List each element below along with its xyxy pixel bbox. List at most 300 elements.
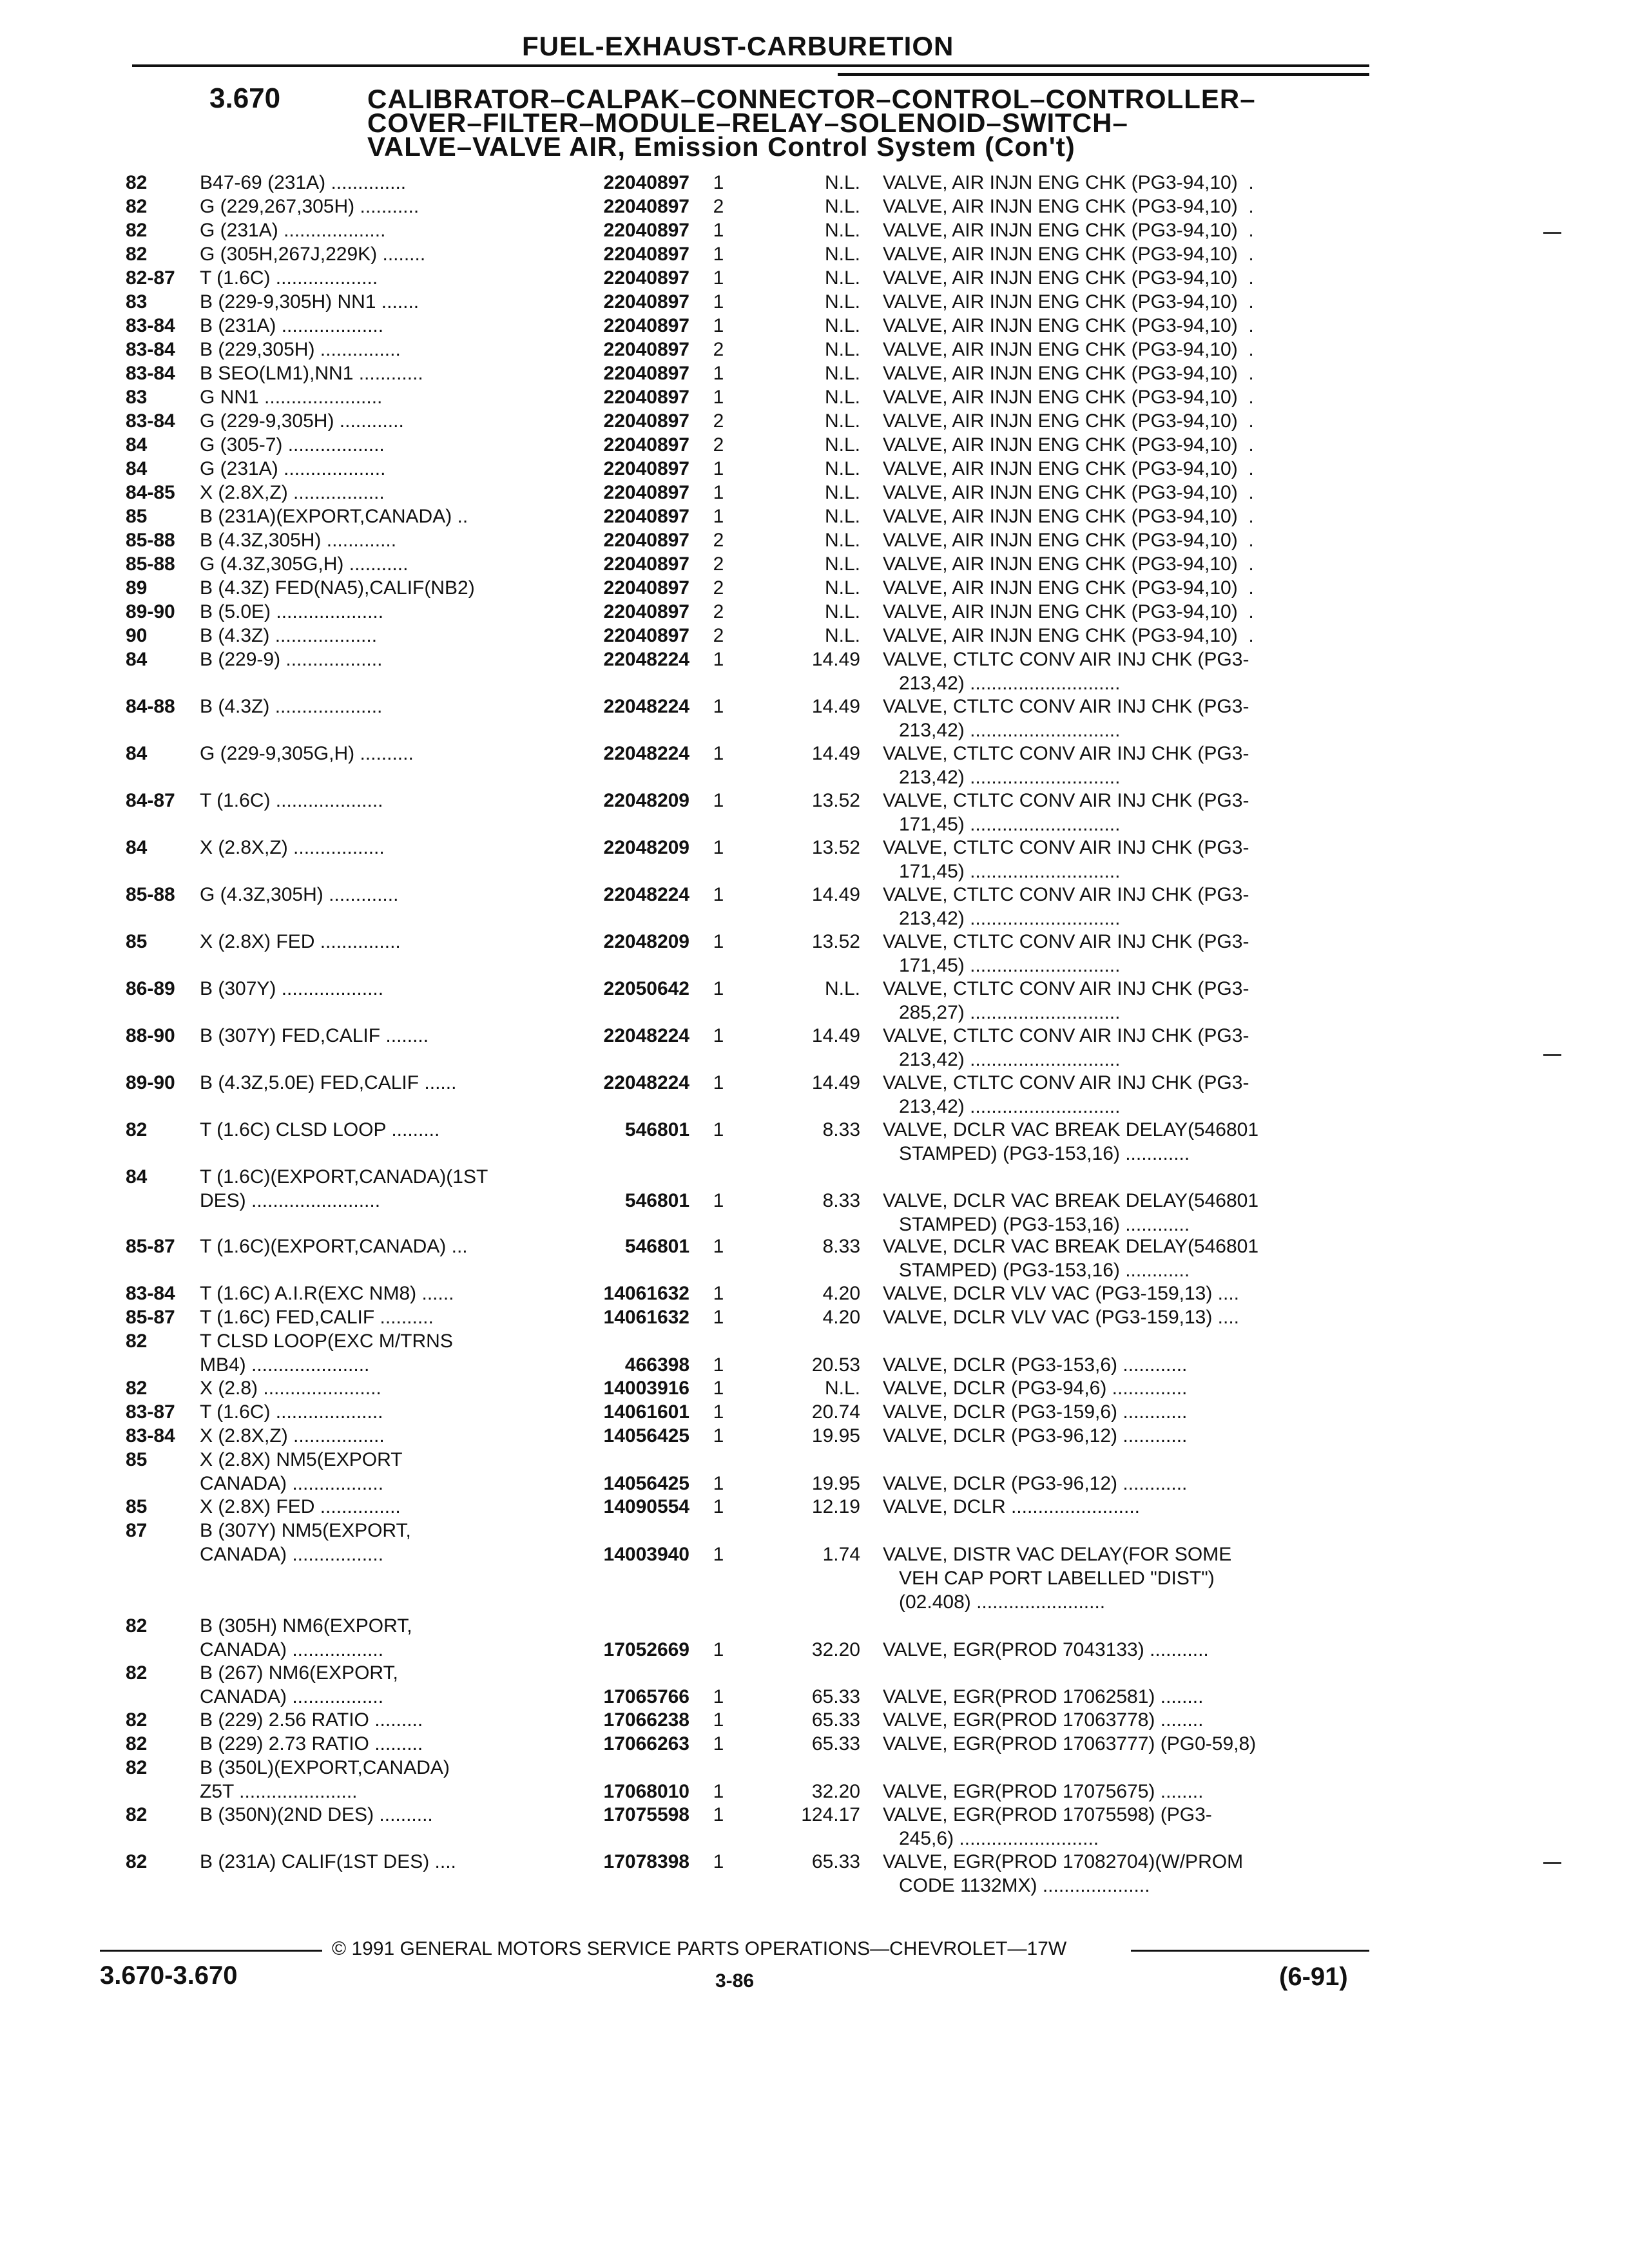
table-row: [0, 1448, 1629, 1495]
quantity: 2: [713, 553, 724, 575]
price: 14.49: [811, 1072, 860, 1093]
model-year: 82: [126, 196, 148, 217]
model-year: 83-84: [126, 363, 175, 384]
quantity: 1: [713, 884, 724, 905]
model-year: 83-84: [126, 410, 175, 432]
price: 14.49: [811, 1025, 860, 1046]
part-number: 17068010: [603, 1781, 689, 1802]
part-number: 14061632: [603, 1283, 689, 1304]
quantity: 1: [713, 1378, 724, 1399]
price: 8.33: [822, 1119, 860, 1140]
application-text: CANADA) .................: [200, 1473, 384, 1494]
price: 13.52: [811, 837, 860, 858]
part-number: 22040897: [603, 220, 689, 241]
application-text: T (1.6C) ....................: [200, 1401, 383, 1423]
price: N.L.: [824, 387, 860, 408]
part-description: VALVE, EGR(PROD 7043133) ...........: [883, 1639, 1209, 1660]
table-row: [0, 1495, 1629, 1519]
quantity: 1: [713, 1190, 724, 1211]
price: N.L.: [824, 482, 860, 503]
part-description: CODE 1132MX) ....................: [899, 1875, 1150, 1896]
price: 13.52: [811, 790, 860, 811]
part-description: VALVE, AIR INJN ENG CHK (PG3-94,10) .: [883, 506, 1254, 527]
quantity: 1: [713, 220, 724, 241]
footer-date-code: (6-91): [1279, 1963, 1348, 1991]
application-text: B (229-9) ..................: [200, 649, 383, 670]
table-row: [0, 1400, 1629, 1424]
application-text: G (4.3Z,305G,H) ...........: [200, 553, 409, 575]
model-year: 84: [126, 434, 148, 456]
part-description: VALVE, AIR INJN ENG CHK (PG3-94,10) .: [883, 553, 1254, 575]
part-number: 22048224: [603, 1072, 689, 1093]
price: 20.74: [811, 1401, 860, 1423]
quantity: 1: [713, 1401, 724, 1423]
model-year: 85-87: [126, 1236, 175, 1257]
price: 4.20: [822, 1307, 860, 1328]
footer-page-number: 3-86: [715, 1970, 755, 1992]
application-text: B (229) 2.56 RATIO .........: [200, 1709, 423, 1731]
price: N.L.: [824, 315, 860, 336]
model-year: 82: [126, 220, 148, 241]
application-text: B SEO(LM1),NN1 ............: [200, 363, 423, 384]
part-description: VALVE, DISTR VAC DELAY(FOR SOME: [883, 1544, 1232, 1565]
price: N.L.: [824, 220, 860, 241]
table-row: [0, 1803, 1629, 1850]
table-row: [0, 361, 1629, 385]
quantity: 1: [713, 482, 724, 503]
price: 1.74: [822, 1544, 860, 1565]
table-row: [0, 266, 1629, 290]
price: N.L.: [824, 577, 860, 599]
table-row: [0, 385, 1629, 409]
quantity: 1: [713, 291, 724, 312]
application-text: G (305H,267J,229K) ........: [200, 244, 426, 265]
part-description: VALVE, AIR INJN ENG CHK (PG3-94,10) .: [883, 601, 1254, 622]
application-text: G (231A) ...................: [200, 220, 386, 241]
quantity: 1: [713, 1733, 724, 1754]
application-text: X (2.8) ......................: [200, 1378, 381, 1399]
part-number: 22040897: [603, 172, 689, 193]
model-year: 82: [126, 1757, 148, 1778]
model-year: 85: [126, 1496, 148, 1517]
part-description: VALVE, AIR INJN ENG CHK (PG3-94,10) .: [883, 172, 1254, 193]
part-description: VALVE, AIR INJN ENG CHK (PG3-94,10) .: [883, 267, 1254, 289]
model-year: 85: [126, 506, 148, 527]
quantity: 1: [713, 267, 724, 289]
table-row: [0, 552, 1629, 576]
margin-mark: [1543, 1054, 1561, 1056]
application-text: B (4.3Z,5.0E) FED,CALIF ......: [200, 1072, 457, 1093]
quantity: 1: [713, 1851, 724, 1872]
application-text: G (231A) ...................: [200, 458, 386, 479]
footer-rule-left: [100, 1950, 322, 1952]
header-rule-thick: [838, 73, 1369, 76]
model-year: 84-85: [126, 482, 175, 503]
model-year: 84: [126, 743, 148, 764]
table-row: [0, 1756, 1629, 1803]
part-number: 22048224: [603, 743, 689, 764]
part-number: 466398: [624, 1354, 689, 1376]
quantity: 2: [713, 530, 724, 551]
application-text: B (267) NM6(EXPORT,: [200, 1662, 398, 1684]
part-description: VALVE, AIR INJN ENG CHK (PG3-94,10) .: [883, 339, 1254, 360]
quantity: 1: [713, 1709, 724, 1731]
part-description: VALVE, CTLTC CONV AIR INJ CHK (PG3-: [883, 837, 1249, 858]
price: 14.49: [811, 649, 860, 670]
part-number: 546801: [624, 1119, 689, 1140]
price: N.L.: [824, 601, 860, 622]
price: 124.17: [801, 1804, 860, 1825]
part-description: 171,45) ............................: [899, 861, 1121, 882]
part-description: VALVE, DCLR (PG3-96,12) ............: [883, 1425, 1188, 1446]
application-text: B47-69 (231A) ..............: [200, 172, 407, 193]
part-description: VALVE, AIR INJN ENG CHK (PG3-94,10) .: [883, 410, 1254, 432]
part-description: (02.408) ........................: [899, 1591, 1106, 1613]
running-header: FUEL-EXHAUST-CARBURETION: [522, 31, 954, 61]
part-description: VALVE, CTLTC CONV AIR INJ CHK (PG3-: [883, 1025, 1249, 1046]
table-row: [0, 1424, 1629, 1448]
footer-section-range: 3.670-3.670: [100, 1961, 238, 1990]
part-number: 22040897: [603, 315, 689, 336]
quantity: 1: [713, 1781, 724, 1802]
application-text: B (231A) ...................: [200, 315, 384, 336]
part-description: VALVE, DCLR (PG3-94,6) ..............: [883, 1378, 1188, 1399]
part-number: 22040897: [603, 482, 689, 503]
table-row: [0, 600, 1629, 624]
application-text: DES) ........................: [200, 1190, 381, 1211]
part-number: 14003940: [603, 1544, 689, 1565]
application-text: B (305H) NM6(EXPORT,: [200, 1615, 412, 1637]
quantity: 1: [713, 506, 724, 527]
table-row: [0, 789, 1629, 836]
part-description: VALVE, AIR INJN ENG CHK (PG3-94,10) .: [883, 458, 1254, 479]
table-row: [0, 576, 1629, 600]
price: 20.53: [811, 1354, 860, 1376]
quantity: 2: [713, 410, 724, 432]
part-number: 14090554: [603, 1496, 689, 1517]
application-text: CANADA) .................: [200, 1544, 384, 1565]
model-year: 84-88: [126, 696, 175, 717]
model-year: 89: [126, 577, 148, 599]
table-row: [0, 505, 1629, 528]
quantity: 1: [713, 244, 724, 265]
table-row: [0, 1614, 1629, 1662]
section-title: [367, 84, 1256, 162]
part-description: VALVE, CTLTC CONV AIR INJ CHK (PG3-: [883, 884, 1249, 905]
table-row: [0, 883, 1629, 930]
model-year: 85: [126, 1449, 148, 1470]
part-number: 22040897: [603, 244, 689, 265]
part-number: 22040897: [603, 339, 689, 360]
application-text: X (2.8X) FED ...............: [200, 931, 401, 952]
model-year: 83: [126, 387, 148, 408]
quantity: 1: [713, 315, 724, 336]
quantity: 1: [713, 1804, 724, 1825]
part-number: 17052669: [603, 1639, 689, 1660]
application-text: B (4.3Z,305H) .............: [200, 530, 397, 551]
price: N.L.: [824, 339, 860, 360]
part-description: 213,42) ............................: [899, 720, 1121, 741]
table-row: [0, 836, 1629, 883]
table-row: [0, 624, 1629, 648]
part-description: VALVE, AIR INJN ENG CHK (PG3-94,10) .: [883, 244, 1254, 265]
model-year: 82: [126, 1733, 148, 1754]
application-text: T (1.6C) ...................: [200, 267, 378, 289]
model-year: 85-88: [126, 530, 175, 551]
table-row: [0, 338, 1629, 361]
quantity: 1: [713, 1236, 724, 1257]
model-year: 85-87: [126, 1307, 175, 1328]
part-description: STAMPED) (PG3-153,16) ............: [899, 1214, 1190, 1235]
model-year: 89-90: [126, 601, 175, 622]
price: N.L.: [824, 291, 860, 312]
part-description: VALVE, AIR INJN ENG CHK (PG3-94,10) .: [883, 387, 1254, 408]
part-description: VALVE, DCLR (PG3-159,6) ............: [883, 1401, 1188, 1423]
quantity: 1: [713, 1473, 724, 1494]
model-year: 89-90: [126, 1072, 175, 1093]
model-year: 83: [126, 291, 148, 312]
table-row: [0, 481, 1629, 505]
price: N.L.: [824, 506, 860, 527]
application-text: T (1.6C) A.I.R(EXC NM8) ......: [200, 1283, 454, 1304]
application-text: T (1.6C) FED,CALIF ..........: [200, 1307, 434, 1328]
application-text: G (229-9,305G,H) ..........: [200, 743, 414, 764]
part-number: 14003916: [603, 1378, 689, 1399]
part-number: 546801: [624, 1190, 689, 1211]
application-text: X (2.8X,Z) .................: [200, 482, 385, 503]
part-number: 22040897: [603, 577, 689, 599]
part-description: VALVE, AIR INJN ENG CHK (PG3-94,10) .: [883, 220, 1254, 241]
quantity: 1: [713, 1354, 724, 1376]
model-year: 84: [126, 458, 148, 479]
application-text: B (4.3Z) ....................: [200, 696, 383, 717]
application-text: CANADA) .................: [200, 1686, 384, 1707]
part-description: VALVE, DCLR (PG3-96,12) ............: [883, 1473, 1188, 1494]
model-year: 84: [126, 1166, 148, 1187]
price: 4.20: [822, 1283, 860, 1304]
part-description: VALVE, DCLR VLV VAC (PG3-159,13) ....: [883, 1307, 1239, 1328]
application-text: B (350N)(2ND DES) ..........: [200, 1804, 433, 1825]
quantity: 1: [713, 931, 724, 952]
part-number: 22040897: [603, 625, 689, 646]
part-description: 213,42) ............................: [899, 673, 1121, 694]
part-description: 213,42) ............................: [899, 1096, 1121, 1117]
model-year: 82: [126, 1662, 148, 1684]
application-text: B (4.3Z) ...................: [200, 625, 378, 646]
table-row: [0, 977, 1629, 1024]
model-year: 82: [126, 1615, 148, 1637]
price: N.L.: [824, 410, 860, 432]
price: 32.20: [811, 1781, 860, 1802]
model-year: 82-87: [126, 267, 175, 289]
margin-mark: [1543, 232, 1561, 234]
part-number: 22040897: [603, 410, 689, 432]
quantity: 1: [713, 1639, 724, 1660]
part-number: 14061601: [603, 1401, 689, 1423]
quantity: 2: [713, 601, 724, 622]
application-text: G (305-7) ..................: [200, 434, 385, 456]
price: N.L.: [824, 244, 860, 265]
table-row: [0, 314, 1629, 338]
part-number: 22048224: [603, 1025, 689, 1046]
quantity: 1: [713, 1686, 724, 1707]
section-number: 3.670: [209, 82, 281, 114]
quantity: 1: [713, 1025, 724, 1046]
part-description: 213,42) ............................: [899, 1049, 1121, 1070]
model-year: 83-84: [126, 1425, 175, 1446]
application-text: B (307Y) NM5(EXPORT,: [200, 1520, 411, 1541]
part-description: VALVE, AIR INJN ENG CHK (PG3-94,10) .: [883, 577, 1254, 599]
application-text: G (229,267,305H) ...........: [200, 196, 419, 217]
price: 32.20: [811, 1639, 860, 1660]
part-description: STAMPED) (PG3-153,16) ............: [899, 1260, 1190, 1281]
part-number: 14056425: [603, 1473, 689, 1494]
application-text: X (2.8X) NM5(EXPORT: [200, 1449, 403, 1470]
table-row: [0, 433, 1629, 457]
model-year: 85-88: [126, 553, 175, 575]
part-description: VEH CAP PORT LABELLED "DIST"): [899, 1568, 1215, 1589]
quantity: 1: [713, 743, 724, 764]
part-description: VALVE, AIR INJN ENG CHK (PG3-94,10) .: [883, 315, 1254, 336]
price: 12.19: [811, 1496, 860, 1517]
application-text: MB4) ......................: [200, 1354, 370, 1376]
application-text: X (2.8X) FED ...............: [200, 1496, 401, 1517]
application-text: Z5T ......................: [200, 1781, 358, 1802]
application-text: B (4.3Z) FED(NA5),CALIF(NB2): [200, 577, 475, 599]
table-row: [0, 1708, 1629, 1732]
footer-rule-right: [1131, 1950, 1369, 1952]
quantity: 1: [713, 1425, 724, 1446]
part-description: 213,42) ............................: [899, 767, 1121, 788]
part-number: 14056425: [603, 1425, 689, 1446]
model-year: 84-87: [126, 790, 175, 811]
quantity: 1: [713, 649, 724, 670]
application-text: B (229,305H) ...............: [200, 339, 401, 360]
table-row: [0, 1235, 1629, 1282]
price: 65.33: [811, 1851, 860, 1872]
model-year: 83-87: [126, 1401, 175, 1423]
section-title-line: CALIBRATOR–CALPAK–CONNECTOR–CONTROL–CONTROLLER–: [367, 84, 1256, 114]
quantity: 1: [713, 1283, 724, 1304]
part-number: 22048224: [603, 884, 689, 905]
model-year: 85: [126, 931, 148, 952]
table-row: [0, 218, 1629, 242]
part-description: VALVE, CTLTC CONV AIR INJ CHK (PG3-: [883, 743, 1249, 764]
model-year: 88-90: [126, 1025, 175, 1046]
part-description: STAMPED) (PG3-153,16) ............: [899, 1143, 1190, 1164]
part-description: VALVE, AIR INJN ENG CHK (PG3-94,10) .: [883, 482, 1254, 503]
price: N.L.: [824, 458, 860, 479]
header-rule: [132, 64, 1369, 67]
quantity: 1: [713, 1496, 724, 1517]
table-row: [0, 1376, 1629, 1400]
part-description: VALVE, AIR INJN ENG CHK (PG3-94,10) .: [883, 196, 1254, 217]
application-text: T (1.6C)(EXPORT,CANADA)(1ST: [200, 1166, 488, 1187]
part-description: VALVE, AIR INJN ENG CHK (PG3-94,10) .: [883, 530, 1254, 551]
price: 14.49: [811, 696, 860, 717]
price: N.L.: [824, 363, 860, 384]
part-description: VALVE, EGR(PROD 17062581) ........: [883, 1686, 1204, 1707]
table-row: [0, 195, 1629, 218]
price: 8.33: [822, 1190, 860, 1211]
part-description: VALVE, DCLR (PG3-153,6) ............: [883, 1354, 1188, 1376]
part-description: VALVE, CTLTC CONV AIR INJ CHK (PG3-: [883, 696, 1249, 717]
table-row: [0, 290, 1629, 314]
part-number: 22048224: [603, 696, 689, 717]
table-row: [0, 457, 1629, 481]
application-text: B (229) 2.73 RATIO .........: [200, 1733, 423, 1754]
part-number: 22040897: [603, 363, 689, 384]
part-description: 171,45) ............................: [899, 955, 1121, 976]
quantity: 2: [713, 625, 724, 646]
part-description: VALVE, CTLTC CONV AIR INJ CHK (PG3-: [883, 1072, 1249, 1093]
part-number: 22040897: [603, 506, 689, 527]
model-year: 84: [126, 649, 148, 670]
quantity: 2: [713, 434, 724, 456]
application-text: B (307Y) FED,CALIF ........: [200, 1025, 429, 1046]
model-year: 87: [126, 1520, 148, 1541]
price: 8.33: [822, 1236, 860, 1257]
price: 65.33: [811, 1709, 860, 1731]
part-number: 22040897: [603, 553, 689, 575]
model-year: 82: [126, 244, 148, 265]
model-year: 83-84: [126, 339, 175, 360]
price: N.L.: [824, 172, 860, 193]
quantity: 2: [713, 339, 724, 360]
model-year: 82: [126, 1378, 148, 1399]
part-description: 285,27) ............................: [899, 1002, 1121, 1023]
part-number: 22048209: [603, 790, 689, 811]
part-description: VALVE, EGR(PROD 17075598) (PG3-: [883, 1804, 1212, 1825]
application-text: B (350L)(EXPORT,CANADA): [200, 1757, 450, 1778]
part-number: 17065766: [603, 1686, 689, 1707]
table-row: [0, 1118, 1629, 1166]
model-year: 82: [126, 1331, 148, 1352]
table-row: [0, 1661, 1629, 1709]
part-number: 22040897: [603, 267, 689, 289]
table-row: [0, 1329, 1629, 1377]
model-year: 82: [126, 1119, 148, 1140]
model-year: 82: [126, 1709, 148, 1731]
part-description: VALVE, AIR INJN ENG CHK (PG3-94,10) .: [883, 291, 1254, 312]
application-text: G (4.3Z,305H) .............: [200, 884, 399, 905]
part-number: 17078398: [603, 1851, 689, 1872]
application-text: T (1.6C) ....................: [200, 790, 383, 811]
table-row: [0, 1071, 1629, 1119]
section-title-line: VALVE–VALVE AIR, Emission Control System (Con't): [367, 131, 1075, 162]
model-year: 83-84: [126, 1283, 175, 1304]
part-number: 22050642: [603, 978, 689, 999]
part-description: VALVE, DCLR VAC BREAK DELAY(546801: [883, 1236, 1259, 1257]
part-number: 22040897: [603, 458, 689, 479]
application-text: B (231A) CALIF(1ST DES) ....: [200, 1851, 456, 1872]
table-row: [0, 930, 1629, 977]
margin-mark: [1543, 1862, 1561, 1864]
price: 19.95: [811, 1425, 860, 1446]
table-row: [0, 528, 1629, 552]
table-row: [0, 1305, 1629, 1329]
application-text: B (5.0E) ....................: [200, 601, 384, 622]
application-text: CANADA) .................: [200, 1639, 384, 1660]
table-row: [0, 648, 1629, 695]
part-description: VALVE, CTLTC CONV AIR INJ CHK (PG3-: [883, 931, 1249, 952]
part-number: 22040897: [603, 387, 689, 408]
part-description: VALVE, CTLTC CONV AIR INJ CHK (PG3-: [883, 649, 1249, 670]
part-number: 22040897: [603, 530, 689, 551]
part-description: VALVE, DCLR VAC BREAK DELAY(546801: [883, 1190, 1259, 1211]
table-row: [0, 1519, 1629, 1614]
part-description: VALVE, CTLTC CONV AIR INJ CHK (PG3-: [883, 978, 1249, 999]
